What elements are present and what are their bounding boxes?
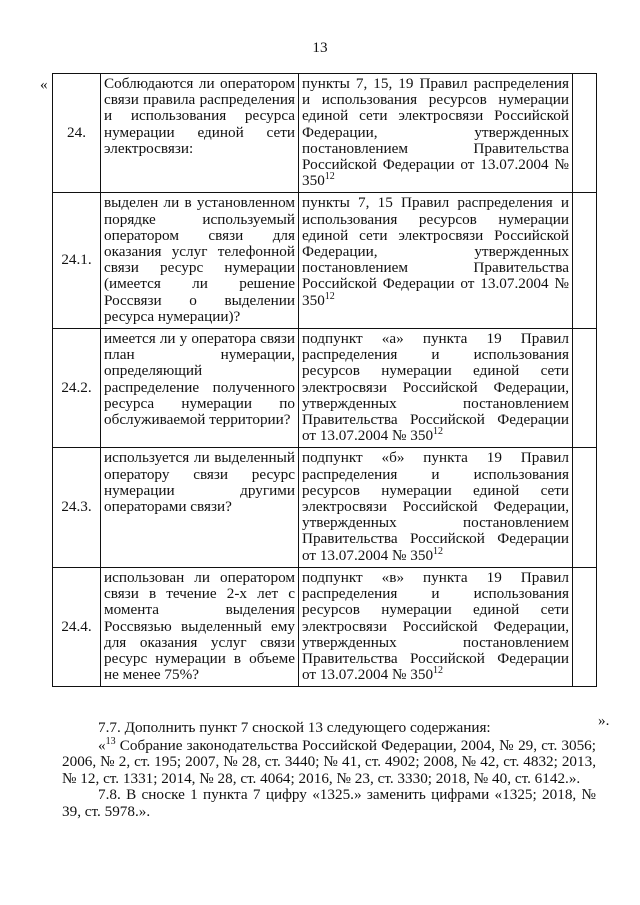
footnote-mark: 12 — [324, 171, 335, 183]
answer-cell — [573, 74, 597, 193]
row-number: 24.2. — [53, 329, 101, 448]
table-row — [53, 329, 597, 448]
footnote-13-text — [62, 735, 596, 788]
table-row — [53, 567, 597, 686]
row-number: 24.1. — [53, 193, 101, 329]
footnote-mark: 12 — [433, 545, 444, 557]
legal-reference — [299, 567, 573, 686]
table-close-quote: ». — [598, 712, 610, 729]
legal-reference-text: подпункт «а» пункта 19 Правил распределения и использования ресурсов нумерации единой сети электросвязи Российской Федерации, утвержденных постановлением Правительства Российской Федерации от 13.07.2004 № 350 — [302, 330, 569, 445]
footnote-mark: 12 — [433, 426, 444, 438]
table-row — [53, 74, 597, 193]
legal-reference — [299, 193, 573, 329]
row-number: 24. — [53, 74, 101, 193]
requirement-question: имеется ли у оператора связи план нумерации, определяющий распределение полученного ресурса нумерации по обслуживаемой территории? — [101, 329, 299, 448]
paragraph-7-7: 7.7. Дополнить пункт 7 сноской 13 следующего содержания: — [98, 719, 491, 736]
row-number: 24.4. — [53, 567, 101, 686]
requirement-question: использован ли оператором связи в течение 2-х лет с момента выделения Россвязью выделенный ему для оказания услуг связи ресурс нумерации в объеме не менее 75%? — [101, 567, 299, 686]
footnote-mark: 12 — [324, 290, 335, 302]
paragraph-7-8: 7.8. В сноске 1 пункта 7 цифру «1325.» заменить цифрами «1325; 2018, № 39, ст. 5978.». — [62, 786, 596, 820]
footnote-body: Собрание законодательства Российской Федерации, 2004, № 29, ст. 3056; 2006, № 2, ст. 195; 2007, № 28, ст. 3440; № 41, ст. 4902; 2008, № 42, ст. 4832; 2013, № 12, ст. 1331; 2014, № 28, ст. 4064; 2016, № 23, ст. 3330; 2018, № 40, ст. 6142.». — [62, 736, 596, 787]
table-open-quote: « — [40, 76, 48, 93]
requirement-question: используется ли выделенный оператору связи ресурс нумерации другими операторами связи? — [101, 448, 299, 567]
legal-reference-text: пункты 7, 15 Правил распределения и использования ресурсов нумерации единой сети электросвязи Российской Федерации, утвержденных постановлением Правительства Российской Федерации от 13.07.2004 № 350 — [302, 194, 569, 309]
footnote-open-quote: « — [98, 736, 106, 754]
answer-cell — [573, 448, 597, 567]
amendment-text — [62, 720, 596, 821]
requirement-question: выделен ли в установленном порядке используемый оператором связи для оказания услуг телефонной связи ресурс нумерации (имеется ли решение Россвязи о выделении ресурса нумерации)? — [101, 193, 299, 329]
legal-reference — [299, 448, 573, 567]
table-row — [53, 448, 597, 567]
requirements-table — [52, 73, 597, 687]
answer-cell — [573, 329, 597, 448]
legal-reference-text: подпункт «в» пункта 19 Правил распределения и использования ресурсов нумерации единой сети электросвязи Российской Федерации, утвержденных постановлением Правительства Российской Федерации от 13.07.2004 № 350 — [302, 568, 569, 684]
answer-cell — [573, 193, 597, 329]
table-row — [53, 193, 597, 329]
legal-reference-text: пункты 7, 15, 19 Правил распределения и использования ресурсов нумерации единой сети электросвязи Российской Федерации, утвержденных постановлением Правительства Российской Федерации от 13.07.2004 № 350 — [302, 75, 569, 190]
footnote-mark: 12 — [433, 665, 444, 677]
legal-reference-text: подпункт «б» пункта 19 Правил распределения и использования ресурсов нумерации единой сети электросвязи Российской Федерации, утвержденных постановлением Правительства Российской Федерации от 13.07.2004 № 350 — [302, 449, 569, 564]
row-number: 24.3. — [53, 448, 101, 567]
footnote-mark: 13 — [105, 735, 116, 747]
answer-cell — [573, 567, 597, 686]
legal-reference — [299, 329, 573, 448]
legal-reference — [299, 74, 573, 193]
page-number: 13 — [312, 39, 328, 56]
requirement-question: Соблюдаются ли оператором связи правила распределения и использования ресурса нумерации единой сети электросвязи: — [101, 74, 299, 193]
